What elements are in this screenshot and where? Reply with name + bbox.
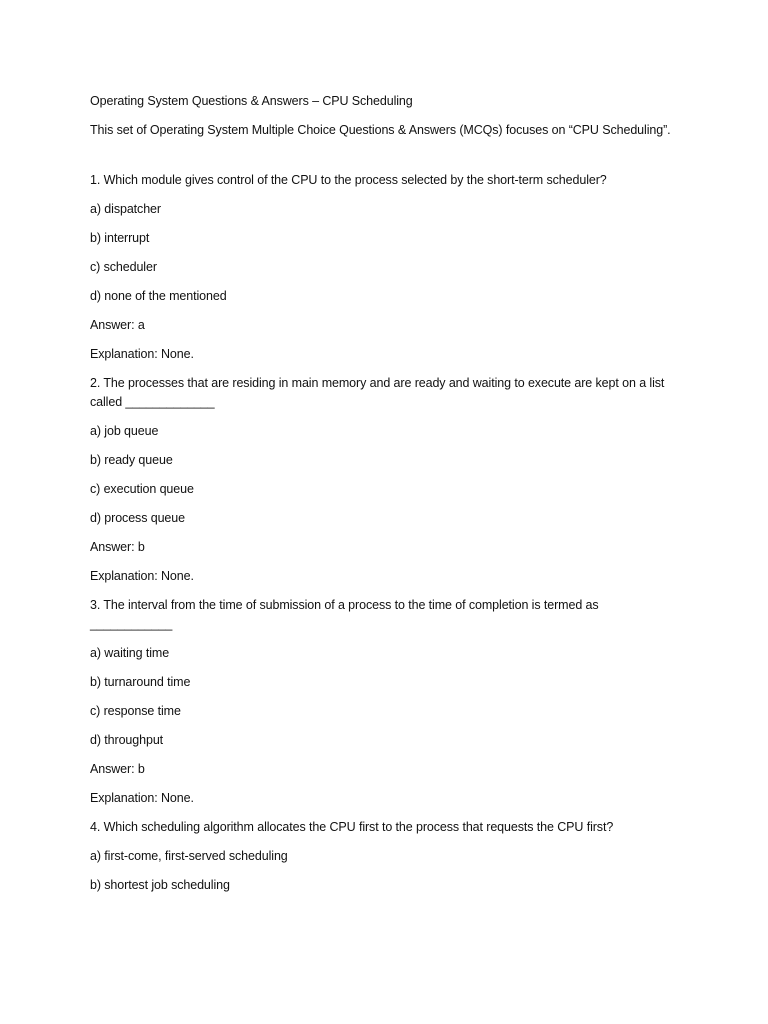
option-b: b) ready queue: [90, 453, 173, 467]
question-block-1: [90, 171, 680, 364]
question-block-3: [90, 596, 680, 808]
option-d: d) none of the mentioned: [90, 289, 227, 303]
document-intro: This set of Operating System Multiple Choice Questions & Answers (MCQs) focuses on “CPU Scheduling”.: [90, 123, 671, 137]
document-page: [90, 92, 680, 905]
question-text: 4. Which scheduling algorithm allocates the CPU first to the process that requests the CPU first?: [90, 820, 614, 834]
option-c: c) response time: [90, 704, 181, 718]
explanation-text: Explanation: None.: [90, 791, 194, 805]
explanation-text: Explanation: None.: [90, 569, 194, 583]
option-a: a) waiting time: [90, 646, 170, 660]
option-b: b) shortest job scheduling: [90, 878, 230, 892]
option-a: a) first-come, first-served scheduling: [90, 849, 288, 863]
option-c: c) scheduler: [90, 260, 157, 274]
option-d: d) process queue: [90, 511, 185, 525]
answer-text: Answer: b: [90, 540, 145, 554]
option-a: a) job queue: [90, 424, 159, 438]
option-b: b) interrupt: [90, 231, 150, 245]
option-c: c) execution queue: [90, 482, 194, 496]
question-text: 3. The interval from the time of submission of a process to the time of completion is termed as ____________: [90, 598, 599, 631]
answer-text: Answer: b: [90, 762, 145, 776]
explanation-text: Explanation: None.: [90, 347, 194, 361]
document-title: Operating System Questions & Answers – CPU Scheduling: [90, 94, 413, 108]
question-block-4: [90, 818, 680, 895]
option-a: a) dispatcher: [90, 202, 161, 216]
question-block-2: [90, 374, 680, 586]
question-text: 2. The processes that are residing in main memory and are ready and waiting to execute are kept on a list called _____________: [90, 376, 665, 409]
answer-text: Answer: a: [90, 318, 145, 332]
option-d: d) throughput: [90, 733, 164, 747]
option-b: b) turnaround time: [90, 675, 191, 689]
question-text: 1. Which module gives control of the CPU to the process selected by the short-term scheduler?: [90, 173, 607, 187]
